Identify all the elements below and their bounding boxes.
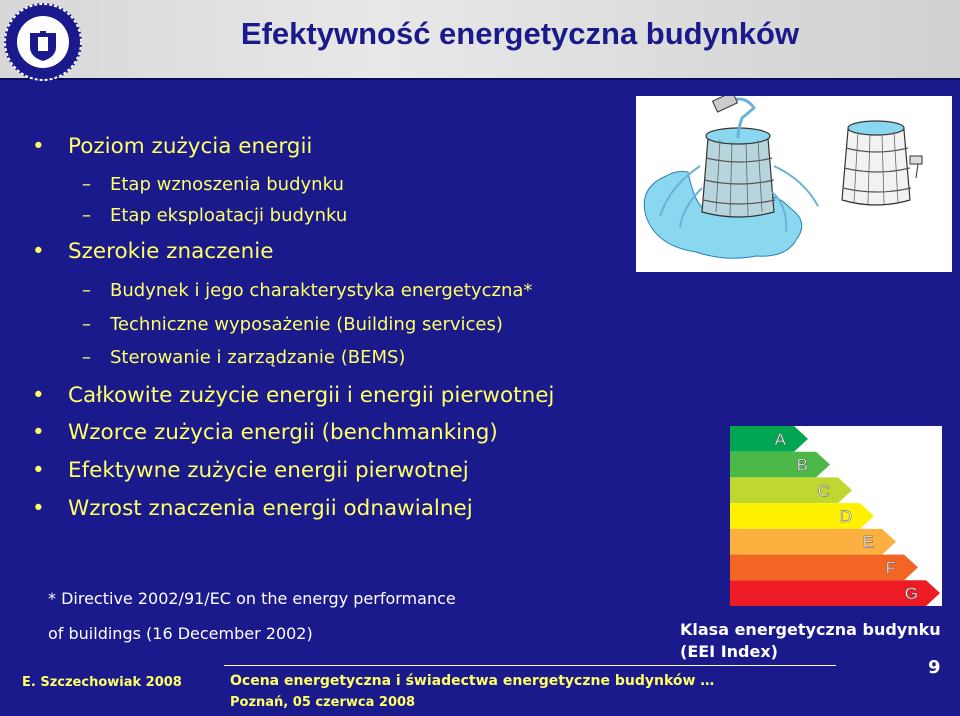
dash-marker: – [82, 205, 91, 226]
energy-class-chart [730, 426, 942, 606]
energy-class-letter: C [817, 481, 830, 501]
footer-author: E. Szczechowiak 2008 [22, 675, 182, 690]
bullet-level1 [32, 458, 469, 483]
bullet-level1 [32, 239, 273, 264]
university-logo [2, 1, 84, 83]
footer-divider [224, 665, 836, 666]
bullet-text: Wzrost znaczenia energii odnawialnej [68, 496, 473, 521]
caption-line2: (EEI Index) [680, 642, 778, 661]
energy-class-letter: E [862, 532, 874, 552]
bullet-text: Etap wznoszenia budynku [110, 174, 344, 195]
bullet-level2 [82, 280, 532, 301]
slide-title: Efektywność energetyczna budynków [240, 16, 800, 51]
bullet-level2 [82, 205, 347, 226]
bullet-text: Szerokie znaczenie [68, 239, 274, 264]
footer-place: Poznań, 05 czerwca 2008 [230, 695, 416, 710]
energy-class-letter: A [774, 429, 786, 449]
bullet-level1 [32, 134, 312, 159]
bullet-marker: • [32, 458, 45, 483]
dash-marker: – [82, 347, 91, 368]
bullet-level2 [82, 174, 344, 195]
energy-class-letter: F [885, 558, 896, 578]
bullet-level1 [32, 420, 498, 445]
energy-class-letter: D [839, 507, 852, 526]
bullet-level2 [82, 347, 405, 368]
footer-title: Ocena energetyczna i świadectwa energetyczne budynków … [230, 673, 715, 689]
dash-marker: – [82, 314, 91, 335]
energy-class-bar [730, 477, 852, 503]
footnote-line2: of buildings (16 December 2002) [48, 624, 313, 643]
dash-marker: – [82, 174, 91, 195]
bullet-marker: • [32, 383, 45, 408]
bullet-text: Sterowanie i zarządzanie (BEMS) [110, 347, 406, 368]
bullet-text: Efektywne zużycie energii pierwotnej [68, 458, 469, 483]
energy-class-letter: G [904, 584, 918, 604]
energy-caption [680, 619, 941, 663]
energy-class-letter: B [796, 455, 808, 475]
leaking-barrels-illustration [636, 96, 952, 272]
bullet-text: Wzorce zużycia energii (benchmanking) [68, 420, 498, 445]
page-number: 9 [928, 657, 941, 678]
bullet-marker: • [32, 239, 45, 264]
bullet-text: Budynek i jego charakterystyka energetyczna* [110, 280, 533, 301]
bullet-marker: • [32, 134, 45, 159]
bullet-text: Poziom zużycia energii [68, 134, 313, 159]
title-bar [0, 0, 960, 80]
footnote-line1: * Directive 2002/91/EC on the energy performance [48, 589, 456, 608]
energy-scale [730, 426, 942, 606]
dash-marker: – [82, 280, 91, 301]
bullet-text: Całkowite zużycie energii i energii pierwotnej [68, 383, 555, 408]
caption-line1: Klasa energetyczna budynku [680, 620, 941, 639]
bullet-level2 [82, 314, 503, 335]
bullet-text: Etap eksploatacji budynku [110, 205, 348, 226]
energy-class-bar [730, 426, 808, 452]
bullet-marker: • [32, 496, 45, 521]
bullet-level1 [32, 383, 554, 408]
bullet-level1 [32, 496, 473, 521]
barrels-icon [636, 96, 952, 272]
bullet-marker: • [32, 420, 45, 445]
bullet-text: Techniczne wyposażenie (Building services) [110, 314, 503, 335]
energy-class-bar [730, 503, 874, 529]
energy-class-bar [730, 452, 830, 478]
